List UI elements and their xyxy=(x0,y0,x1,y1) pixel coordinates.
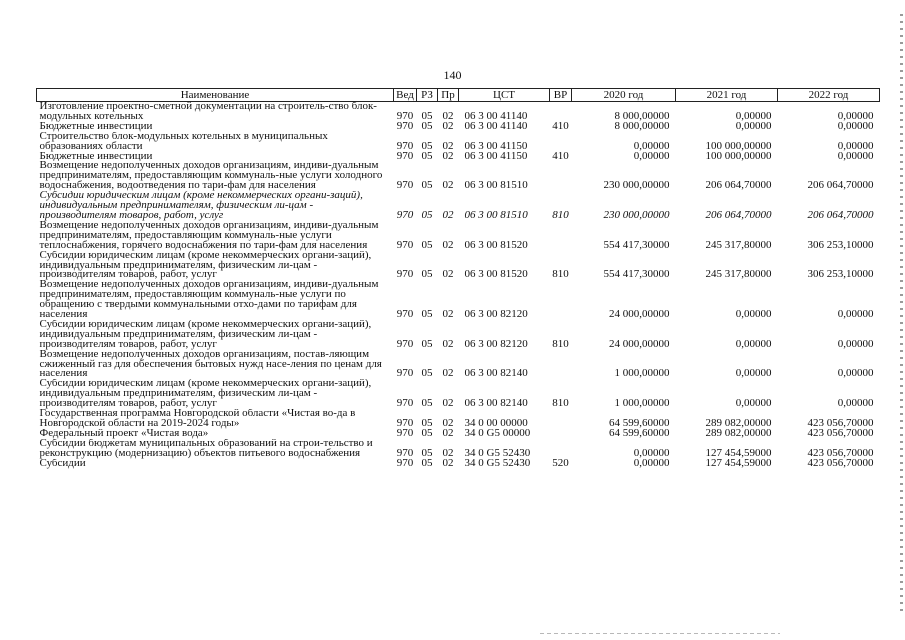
cell-cst: 34 0 G5 52430 xyxy=(464,458,531,469)
cell-name: Государственная программа Новгородской области «Чистая во-да в Новгородской области на 2019-2024 годы» xyxy=(39,409,356,429)
cell-vr: 810 xyxy=(552,268,569,281)
table-row xyxy=(37,320,880,350)
cell-rz: 05 xyxy=(421,208,433,221)
table-body xyxy=(37,102,880,469)
cell-name: Бюджетные инвестиции xyxy=(39,151,153,162)
cell-2021: 127 454,59000 xyxy=(705,446,772,459)
cell-ved: 970 xyxy=(396,308,414,320)
cell-2021: 0,00000 xyxy=(735,367,772,380)
cell-2021: 289 082,00000 xyxy=(705,428,772,439)
cell-name: Субсидии юридическим лицам (кроме некоммерческих органи-заций), индивидуальным предпринимателям, физическим ли-цам - производителям товаров, работ, услуг xyxy=(39,379,372,410)
cell-cst: 06 3 00 81520 xyxy=(464,238,528,251)
cell-2022: 0,00000 xyxy=(837,109,874,122)
cell-cst: 06 3 00 41140 xyxy=(464,121,528,132)
table-row xyxy=(37,350,880,380)
cell-rz: 05 xyxy=(421,428,433,439)
cell-rz: 05 xyxy=(421,308,433,320)
cell-2021: 0,00000 xyxy=(735,337,772,350)
cell-ved: 970 xyxy=(396,109,414,122)
cell-ved: 970 xyxy=(396,139,414,152)
cell-2022: 0,00000 xyxy=(837,337,874,350)
cell-name: Возмещение недополученных доходов организациям, индиви-дуальным предпринимателям, предоставляющим коммуналь-ные услуги холодного водоснабжения, водоотведения по тари-фам для населения xyxy=(39,161,383,192)
table-row xyxy=(37,459,880,469)
cell-2022: 0,00000 xyxy=(837,121,874,132)
cell-2020: 230 000,00000 xyxy=(603,208,670,221)
cell-vr xyxy=(550,409,572,429)
cell-2022: 0,00000 xyxy=(837,308,874,320)
cell-vr xyxy=(550,102,572,122)
table-row xyxy=(37,409,880,429)
cell-pr: 02 xyxy=(442,397,454,410)
header-row xyxy=(37,89,880,102)
cell-2022: 423 056,70000 xyxy=(807,458,874,469)
cell-cst: 34 0 G5 00000 xyxy=(464,428,531,439)
cell-2022: 0,00000 xyxy=(837,139,874,152)
cell-cst: 34 0 G5 52430 xyxy=(464,446,531,459)
cell-vr: 810 xyxy=(552,208,569,221)
cell-ved: 970 xyxy=(396,428,414,439)
cell-cst: 06 3 00 82140 xyxy=(464,367,528,380)
cell-cst: 06 3 00 82140 xyxy=(464,397,528,410)
table-row xyxy=(37,280,880,320)
cell-vr xyxy=(550,221,572,251)
cell-vr xyxy=(550,132,572,152)
cell-2022: 423 056,70000 xyxy=(807,446,874,459)
cell-2020: 554 417,30000 xyxy=(603,238,670,251)
cell-cst: 34 0 00 00000 xyxy=(464,417,528,429)
cell-2020: 0,00000 xyxy=(633,151,670,162)
cell-ved: 970 xyxy=(396,121,414,132)
budget-table-container xyxy=(36,88,879,469)
cell-2021: 0,00000 xyxy=(735,397,772,410)
cell-name: Субсидии юридическим лицам (кроме некоммерческих органи-заций), индивидуальным предпринимателям, физическим ли-цам - производителям товаров, работ, услуг xyxy=(39,191,363,221)
header-vr: ВР xyxy=(550,89,572,102)
cell-cst: 06 3 00 41150 xyxy=(464,139,528,152)
table-row xyxy=(37,221,880,251)
cell-name: Строительство блок-модульных котельных в муниципальных образованиях области xyxy=(39,131,328,152)
cell-2021: 245 317,80000 xyxy=(705,268,772,281)
cell-pr: 02 xyxy=(442,308,454,320)
cell-2021: 206 064,70000 xyxy=(705,208,772,221)
cell-pr: 02 xyxy=(442,151,454,162)
cell-2021: 0,00000 xyxy=(735,109,772,122)
table-row xyxy=(37,429,880,439)
cell-2020: 8 000,00000 xyxy=(614,121,670,132)
cell-2020: 0,00000 xyxy=(633,446,670,459)
cell-2020: 24 000,00000 xyxy=(609,337,670,350)
cell-cst: 06 3 00 41150 xyxy=(464,151,528,162)
cell-rz: 05 xyxy=(421,337,433,350)
cell-name: Субсидии юридическим лицам (кроме некоммерческих органи-заций), индивидуальным предпринимателям, физическим ли-цам - производителям товаров, работ, услуг xyxy=(39,319,372,350)
cell-rz: 05 xyxy=(421,238,433,251)
cell-rz: 05 xyxy=(421,417,433,429)
page-number: 140 xyxy=(443,68,462,82)
header-rz: РЗ xyxy=(417,89,438,102)
table-row xyxy=(37,152,880,162)
cell-ved: 970 xyxy=(396,458,414,469)
cell-2022: 0,00000 xyxy=(837,367,874,380)
cell-ved: 970 xyxy=(396,397,414,410)
cell-2021: 127 454,59000 xyxy=(705,458,772,469)
cell-2022: 423 056,70000 xyxy=(807,417,874,429)
cell-2021: 206 064,70000 xyxy=(705,179,772,192)
cell-rz: 05 xyxy=(421,458,433,469)
cell-2021: 0,00000 xyxy=(735,121,772,132)
cell-pr: 02 xyxy=(442,139,454,152)
header-2022: 2022 год xyxy=(778,89,880,102)
cell-vr xyxy=(550,280,572,320)
cell-2022: 306 253,10000 xyxy=(807,238,874,251)
table-row xyxy=(37,379,880,409)
cell-ved: 970 xyxy=(396,446,414,459)
table-row xyxy=(37,122,880,132)
cell-cst: 06 3 00 81520 xyxy=(464,268,528,281)
cell-2020: 0,00000 xyxy=(633,458,670,469)
cell-rz: 05 xyxy=(421,397,433,410)
cell-2020: 8 000,00000 xyxy=(614,109,670,122)
cell-name: Субсидии юридическим лицам (кроме некоммерческих органи-заций), индивидуальным предпринимателям, физическим ли-цам - производителям товаров, работ, услуг xyxy=(39,250,372,281)
cell-2020: 64 599,60000 xyxy=(609,417,670,429)
cell-pr: 02 xyxy=(442,458,454,469)
cell-2021: 289 082,00000 xyxy=(705,417,772,429)
cell-rz: 05 xyxy=(421,268,433,281)
cell-pr: 02 xyxy=(442,367,454,380)
cell-name: Изготовление проектно-сметной документации на строитель-ство блок-модульных котельных xyxy=(39,101,377,122)
cell-vr: 520 xyxy=(552,458,569,469)
cell-vr: 410 xyxy=(552,121,569,132)
cell-cst: 06 3 00 82120 xyxy=(464,337,528,350)
cell-name: Возмещение недополученных доходов организациям, индиви-дуальным предпринимателям, предоставляющим коммуналь-ные услуги по обращению с твердыми коммунальными отхо-дами по тарифам для населения xyxy=(39,280,379,320)
cell-2022: 206 064,70000 xyxy=(807,208,874,221)
cell-vr xyxy=(550,161,572,191)
header-2021: 2021 год xyxy=(676,89,778,102)
cell-pr: 02 xyxy=(442,446,454,459)
cell-vr: 410 xyxy=(552,151,569,162)
cell-vr: 810 xyxy=(552,337,569,350)
budget-table xyxy=(36,88,880,469)
cell-2022: 0,00000 xyxy=(837,151,874,162)
cell-2020: 64 599,60000 xyxy=(609,428,670,439)
cell-ved: 970 xyxy=(396,337,414,350)
scan-edge-mark xyxy=(900,14,903,614)
cell-2020: 554 417,30000 xyxy=(603,268,670,281)
cell-vr xyxy=(550,429,572,439)
cell-ved: 970 xyxy=(396,151,414,162)
cell-cst: 06 3 00 81510 xyxy=(464,208,528,221)
header-cst: ЦСТ xyxy=(459,89,550,102)
cell-2021: 245 317,80000 xyxy=(705,238,772,251)
cell-rz: 05 xyxy=(421,109,433,122)
cell-rz: 05 xyxy=(421,139,433,152)
cell-2020: 1 000,00000 xyxy=(614,367,670,380)
cell-2020: 0,00000 xyxy=(633,139,670,152)
cell-ved: 970 xyxy=(396,417,414,429)
cell-cst: 06 3 00 82120 xyxy=(464,308,528,320)
cell-name: Возмещение недополученных доходов организациям, постав-ляющим сжиженный газ для обеспечения бытовых нужд насе-ления по ценам для населения xyxy=(39,349,382,380)
cell-rz: 05 xyxy=(421,367,433,380)
table-row xyxy=(37,132,880,152)
header-pr: Пр xyxy=(438,89,459,102)
cell-2021: 100 000,00000 xyxy=(705,151,772,162)
cell-ved: 970 xyxy=(396,208,414,221)
table-row xyxy=(37,251,880,281)
table-row xyxy=(37,161,880,191)
cell-rz: 05 xyxy=(421,121,433,132)
cell-ved: 970 xyxy=(396,179,414,192)
cell-name: Бюджетные инвестиции xyxy=(39,121,153,132)
header-name: Наименование xyxy=(37,89,394,102)
footer-line xyxy=(540,633,780,634)
table-row xyxy=(37,102,880,122)
cell-pr: 02 xyxy=(442,179,454,192)
cell-2020: 230 000,00000 xyxy=(603,179,670,192)
cell-2022: 206 064,70000 xyxy=(807,179,874,192)
table-row xyxy=(37,191,880,221)
cell-rz: 05 xyxy=(421,179,433,192)
cell-name: Федеральный проект «Чистая вода» xyxy=(39,428,209,439)
cell-cst: 06 3 00 41140 xyxy=(464,109,528,122)
cell-2020: 24 000,00000 xyxy=(609,308,670,320)
cell-ved: 970 xyxy=(396,268,414,281)
cell-name: Субсидии бюджетам муниципальных образований на строи-тельство и реконструкцию (модернизацию) объектов питьевого водоснабжения xyxy=(39,438,373,459)
cell-rz: 05 xyxy=(421,446,433,459)
cell-2021: 0,00000 xyxy=(735,308,772,320)
cell-vr: 810 xyxy=(552,397,569,410)
cell-pr: 02 xyxy=(442,121,454,132)
cell-2022: 423 056,70000 xyxy=(807,428,874,439)
cell-2020: 1 000,00000 xyxy=(614,397,670,410)
cell-pr: 02 xyxy=(442,428,454,439)
cell-name: Возмещение недополученных доходов организациям, индиви-дуальным предпринимателям, предоставляющим коммуналь-ные услуги теплоснабжения, горячего водоснабжения по тари-фам для населения xyxy=(39,220,379,251)
table-header xyxy=(37,89,880,102)
cell-2021: 100 000,00000 xyxy=(705,139,772,152)
header-2020: 2020 год xyxy=(572,89,676,102)
cell-rz: 05 xyxy=(421,151,433,162)
cell-cst: 06 3 00 81510 xyxy=(464,179,528,192)
cell-pr: 02 xyxy=(442,268,454,281)
table-row xyxy=(37,439,880,459)
cell-vr xyxy=(550,350,572,380)
cell-pr: 02 xyxy=(442,238,454,251)
cell-2022: 306 253,10000 xyxy=(807,268,874,281)
cell-ved: 970 xyxy=(396,367,414,380)
cell-name: Субсидии xyxy=(39,458,86,469)
cell-pr: 02 xyxy=(442,337,454,350)
cell-ved: 970 xyxy=(396,238,414,251)
cell-pr: 02 xyxy=(442,208,454,221)
header-ved: Вед xyxy=(394,89,417,102)
cell-pr: 02 xyxy=(442,109,454,122)
cell-vr xyxy=(550,439,572,459)
cell-2022: 0,00000 xyxy=(837,397,874,410)
cell-pr: 02 xyxy=(442,417,454,429)
